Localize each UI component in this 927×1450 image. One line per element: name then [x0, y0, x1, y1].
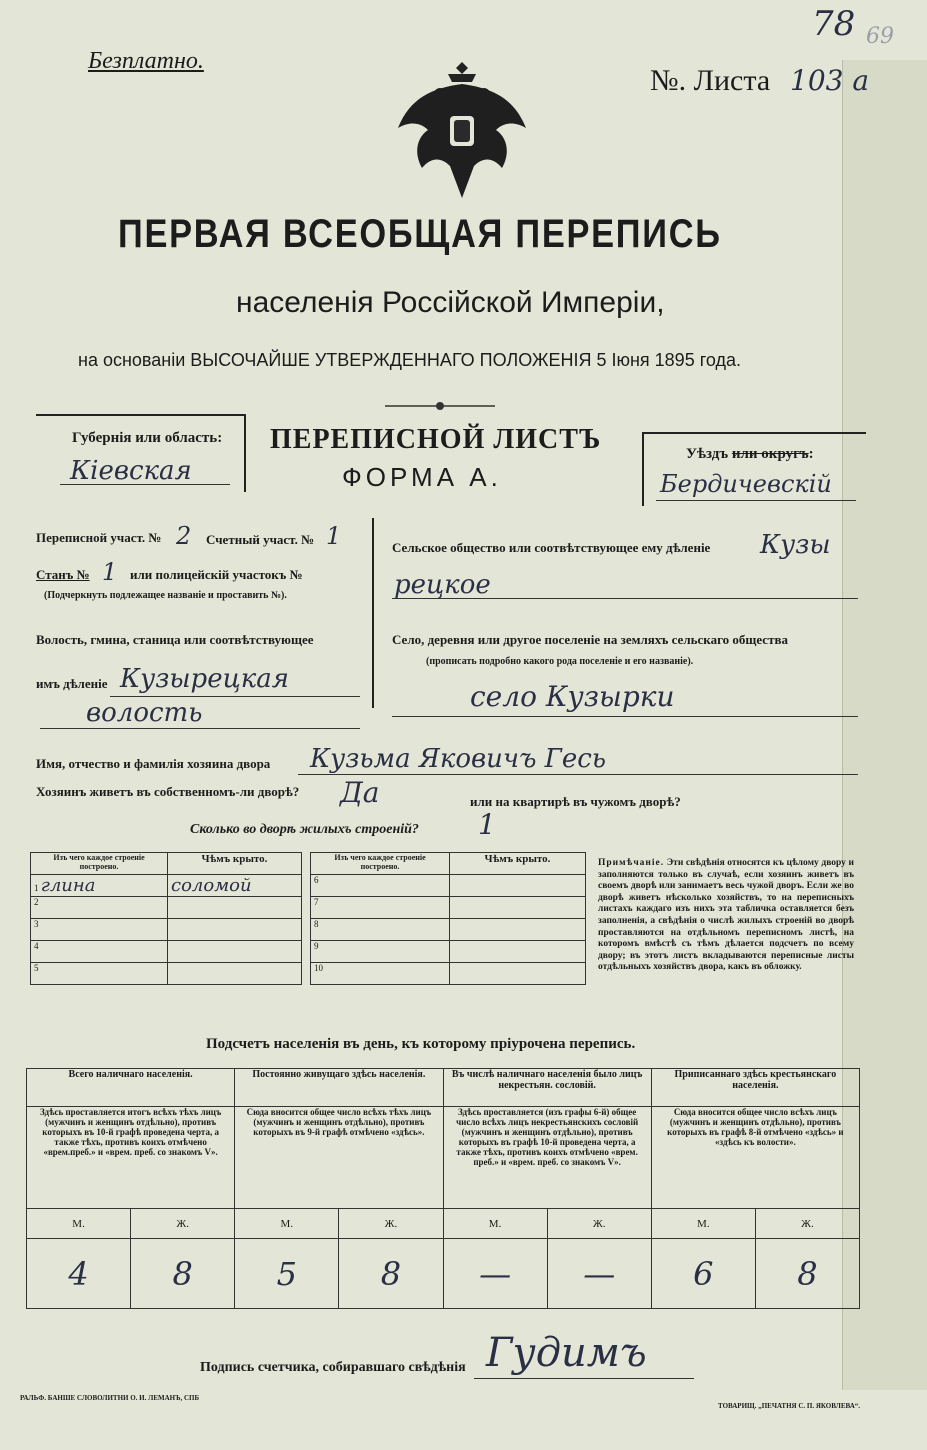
- row-number: 3: [31, 919, 168, 941]
- zh-label: Ж.: [755, 1209, 859, 1239]
- zh-label: Ж.: [131, 1209, 235, 1239]
- m-label: М.: [651, 1209, 755, 1239]
- owner-rent-label: или на квартирѣ въ чужомъ дворѣ?: [470, 794, 681, 809]
- row-number: 5: [31, 963, 168, 985]
- schet-uchast-label: Счетный участ. №: [206, 532, 315, 547]
- stan-label: Станъ №: [36, 567, 90, 582]
- table-row: [31, 875, 302, 897]
- count-col-3-desc: Здѣсь проставляется (изъ графы 6-й) общее число всѣхъ лицъ некрестьянскихъ сословій (мужчинъ и женщинъ отдѣльно), противъ которыхъ въ графѣ 10-й проведена черта, а также тѣхъ, противъ коихъ отмѣчено «врем. преб.» и «врем. преб. со знакомъ V».: [443, 1107, 651, 1209]
- count-col-4-title: Приписаннаго здѣсь крестьянскаго населенія.: [651, 1069, 859, 1107]
- footer-left: РАЛЬФ. БАНШЕ СЛОВОЛИТНИ О. И. ЛЕМАНЪ, СПБ: [20, 1394, 200, 1402]
- buildings-table-left: [30, 852, 302, 985]
- uezd-value: Бердичевскій: [660, 470, 832, 498]
- subtitle: населенія Россійской Имперіи,: [236, 286, 665, 319]
- row-number: 2: [31, 897, 168, 919]
- count-value: 8: [339, 1239, 443, 1309]
- sheet-title: ПЕРЕПИСНОЙ ЛИСТЪ: [270, 424, 602, 455]
- underline-note: (Подчеркнуть подлежащее названіе и проставить №).: [44, 590, 287, 601]
- owner-name-label: Имя, отчество и фамилія хозяина двора: [36, 756, 271, 771]
- owner-name-underline: [298, 774, 858, 775]
- village-label: Село, деревня или другое поселеніе на земляхъ сельскаго общества: [392, 632, 788, 647]
- row-number: 8: [311, 919, 450, 941]
- center-divider: [372, 518, 374, 708]
- perep-uchast-label: Переписной участ. №: [36, 530, 162, 545]
- corner-number-secondary: 69: [866, 24, 894, 49]
- uezd-label-text: Уѣздъ: [686, 446, 729, 462]
- owner-lives-label: Хозяинъ живетъ въ собственномъ-ли дворѣ?: [36, 784, 300, 799]
- note-block: [598, 858, 854, 974]
- society-underline: [392, 598, 858, 599]
- count-table: [26, 1068, 860, 1309]
- zh-label: Ж.: [339, 1209, 443, 1239]
- col-roof-header: Чѣмъ крыто.: [168, 853, 302, 875]
- m-label: М.: [235, 1209, 339, 1239]
- signature-value: Гудимъ: [486, 1330, 647, 1376]
- table-row: [31, 941, 302, 963]
- volost-value-1: Кузырецкая: [120, 664, 289, 694]
- zh-label: Ж.: [547, 1209, 651, 1239]
- signature-label: Подпись счетчика, собиравшаго свѣдѣнія: [200, 1360, 466, 1375]
- owner-lives-value: Да: [340, 776, 380, 809]
- gubernia-label: Губернія или область:: [72, 430, 223, 446]
- m-label: М.: [27, 1209, 131, 1239]
- row-number: 7: [311, 897, 450, 919]
- col-material-header: Изъ чего каждое строеніе построено.: [311, 853, 450, 875]
- society-label: Сельское общество или соотвѣтствующее ему дѣленіе: [392, 540, 711, 555]
- col-material-header: Изъ чего каждое строеніе построено.: [31, 853, 168, 875]
- count-value: 8: [131, 1239, 235, 1309]
- count-col-3-title: Въ числѣ наличнаго населенія было лицъ некрестьян. сословій.: [443, 1069, 651, 1107]
- buildings-value: 1: [478, 808, 496, 841]
- uezd-underline: [656, 500, 856, 501]
- count-heading: Подсчетъ населенія въ день, къ которому пріурочена перепись.: [206, 1036, 636, 1052]
- society-value-2: рецкое: [394, 570, 491, 600]
- row-number: 6: [311, 875, 450, 897]
- village-value: село Кузырки: [470, 680, 675, 713]
- row-number: 1: [34, 883, 39, 893]
- ornament-divider: [385, 398, 495, 408]
- sheet-form: ФОРМА А.: [342, 462, 502, 492]
- table-row: [311, 875, 586, 897]
- table-row: [31, 897, 302, 919]
- row-material: глина: [40, 875, 96, 896]
- count-value: —: [547, 1239, 651, 1309]
- table-row: [31, 963, 302, 985]
- buildings-table-right: [310, 852, 586, 985]
- free-label: Безплатно.: [88, 48, 204, 74]
- buildings-label: Сколько во дворѣ жилыхъ строеній?: [190, 822, 419, 837]
- society-value-1: Кузы: [760, 530, 831, 560]
- police-label: или полицейскій участокъ №: [130, 567, 303, 582]
- coat-of-arms-emblem: [392, 58, 532, 208]
- stan-value: 1: [102, 558, 118, 586]
- count-value: 6: [651, 1239, 755, 1309]
- row-number: 4: [31, 941, 168, 963]
- note-title: Примѣчаніе.: [598, 858, 665, 868]
- row-number: 9: [311, 941, 450, 963]
- gubernia-value: Кіевская: [70, 456, 192, 486]
- row-roof: соломой: [168, 875, 302, 897]
- uezd-struck-text: или округъ: [731, 446, 809, 462]
- table-row: [311, 941, 586, 963]
- schet-uchast-value: 1: [326, 522, 342, 550]
- count-col-4-desc: Сюда вносится общее число всѣхъ лицъ (мужчинъ и женщинъ отдѣльно), противъ которыхъ въ графѣ 8-й отмѣчено «здѣсь» и «здѣсь къ волости».: [651, 1107, 859, 1209]
- note-text: Эти свѣдѣнія относятся къ цѣлому двору и заполняются только въ случаѣ, если хозяинъ живетъ въ своемъ дворѣ или занимаетъ весь чужой дворъ. Если же во дворѣ живетъ нѣсколько хозяйствъ, то на переписныхъ листахъ каждаго изъ нихъ эта табличка оставляется безъ заполненія, а свѣдѣнія о числѣ жилыхъ строеній во дворѣ проставляются на отдѣльномъ переписномъ листѣ, на которомъ вмѣстѣ съ тѣмъ дѣлается подсчетъ по всему двору; въ этотъ листъ вкладываются переписные листы отдѣльныхъ хозяйствъ двора, какъ въ обложку.: [598, 858, 854, 973]
- table-row: [31, 919, 302, 941]
- volost-underline-1: [110, 696, 360, 697]
- volost-underline-2: [40, 728, 360, 729]
- sheet-number-value: 103 а: [790, 64, 870, 97]
- sheet-number-label: №. Листа: [650, 64, 771, 97]
- village-note: (прописать подробно какого рода поселеніе и его названіе).: [426, 656, 694, 667]
- corner-number: 78: [812, 4, 856, 44]
- m-label: М.: [443, 1209, 547, 1239]
- footer-right: ТОВАРИЩ. „ПЕЧАТНЯ С. П. ЯКОВЛЕВА“.: [718, 1402, 861, 1410]
- village-underline: [392, 716, 858, 717]
- count-value: 4: [27, 1239, 131, 1309]
- count-value: 5: [235, 1239, 339, 1309]
- volost-value-2: волость: [86, 698, 203, 728]
- count-value: —: [443, 1239, 547, 1309]
- volost-label-2: имъ дѣленіе: [36, 676, 108, 691]
- table-row: [311, 919, 586, 941]
- perep-uchast-value: 2: [176, 522, 192, 550]
- table-row: [311, 963, 586, 985]
- col-roof-header: Чѣмъ крыто.: [450, 853, 586, 875]
- signature-underline: [474, 1378, 694, 1379]
- count-col-2-desc: Сюда вносится общее число всѣхъ тѣхъ лицъ (мужчинъ и женщинъ отдѣльно), противъ которыхъ въ 9-й графѣ отмѣчено «здѣсь».: [235, 1107, 443, 1209]
- count-col-1-desc: Здѣсь проставляется итогъ всѣхъ тѣхъ лицъ (мужчинъ и женщинъ отдѣльно), противъ которыхъ въ 10-й графѣ проведена черта, а также тѣхъ, противъ коихъ отмѣчено «врем.преб.» и «врем. преб. со знакомъ V».: [27, 1107, 235, 1209]
- row-number: 10: [311, 963, 450, 985]
- count-value: 8: [755, 1239, 859, 1309]
- uezd-label: Уѣздъ или округъ:: [686, 446, 814, 462]
- main-title: ПЕРВАЯ ВСЕОБЩАЯ ПЕРЕПИСЬ: [118, 212, 722, 256]
- count-col-1-title: Всего наличнаго населенія.: [27, 1069, 235, 1107]
- count-col-2-title: Постоянно живущаго здѣсь населенія.: [235, 1069, 443, 1107]
- gubernia-underline: [60, 484, 230, 485]
- owner-name-value: Кузьма Яковичъ Гесь: [310, 744, 607, 774]
- basis-line: на основаніи ВЫСОЧАЙШЕ УТВЕРЖДЕННАГО ПОЛОЖЕНІЯ 5 Іюня 1895 года.: [78, 350, 742, 370]
- table-row: [311, 897, 586, 919]
- volost-label-1: Волость, гмина, станица или соотвѣтствующее: [36, 632, 314, 647]
